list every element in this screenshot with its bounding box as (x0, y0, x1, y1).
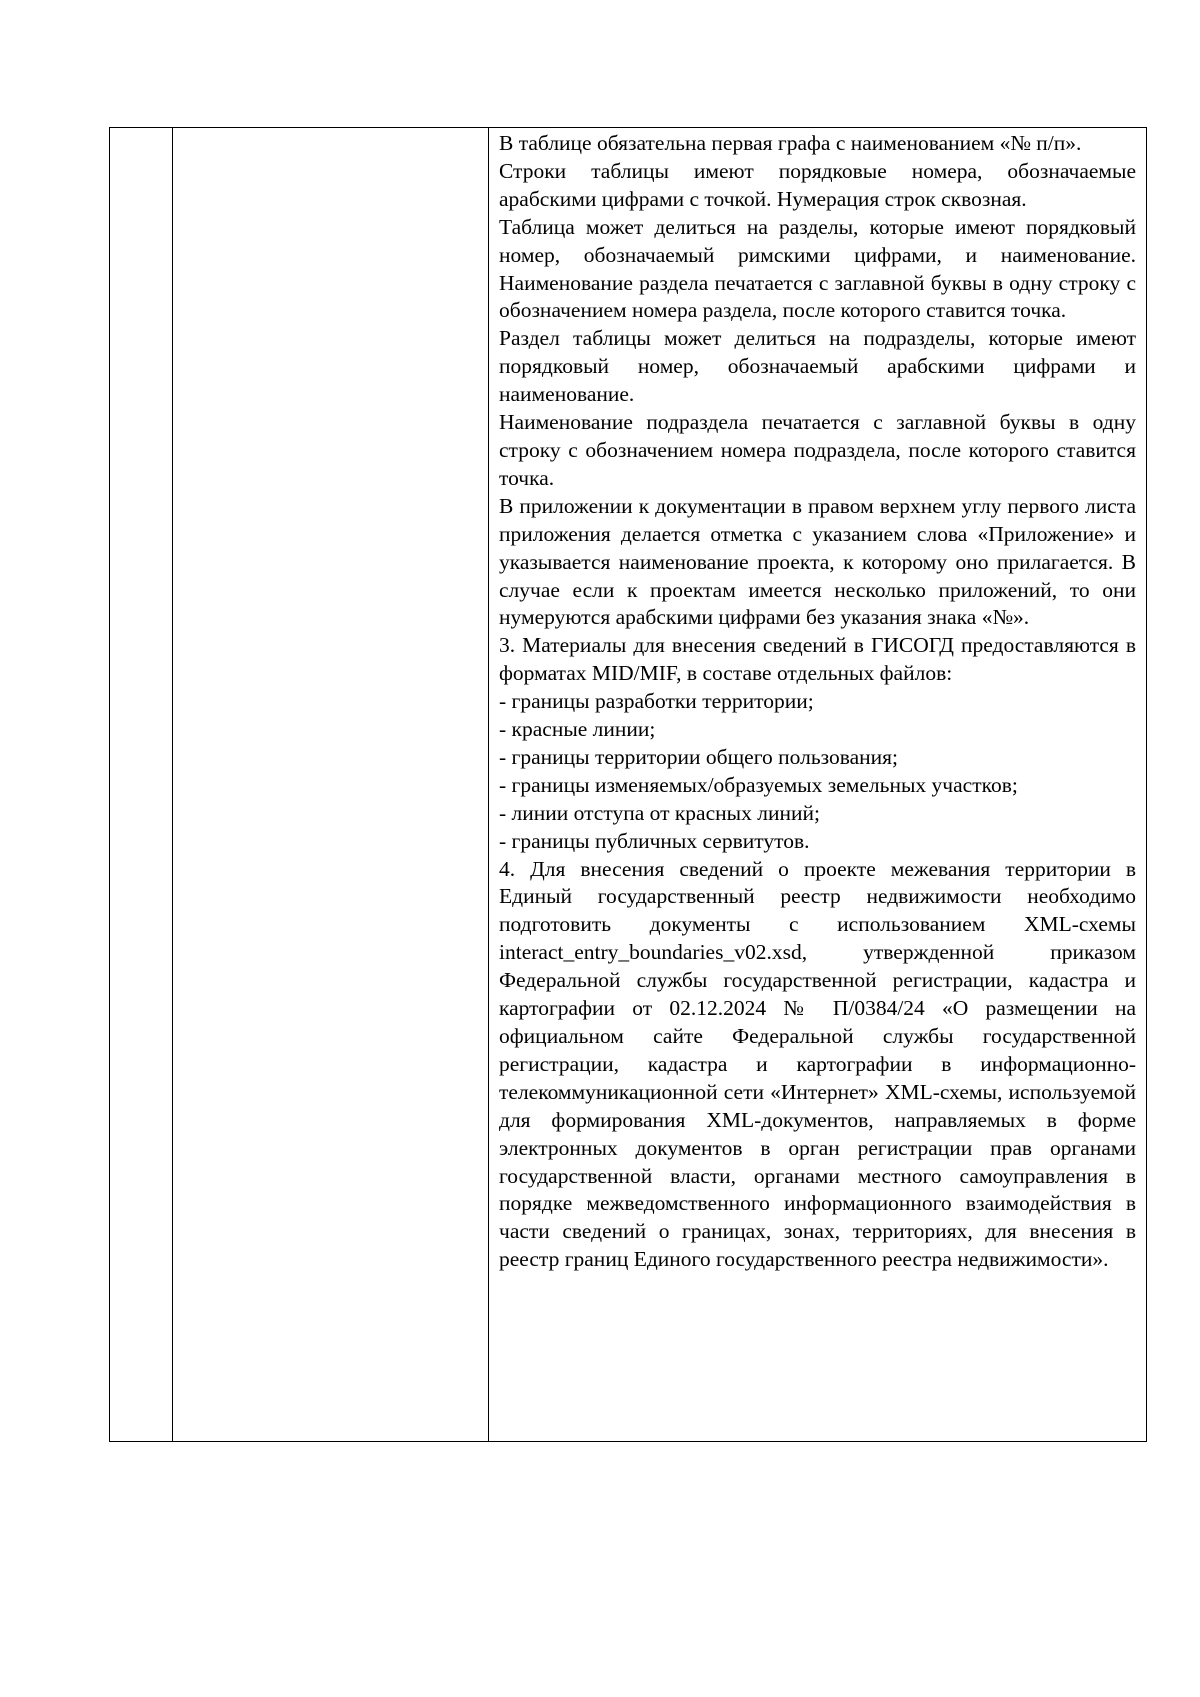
paragraph-first-column: В таблице обязательна первая графа с наименованием «№ п/п». (499, 131, 1082, 155)
table-cell-description (489, 128, 1146, 1441)
table-cell-number (110, 128, 173, 1441)
list-item: - красные линии; (499, 717, 656, 742)
document-table (109, 127, 1147, 1442)
paragraph-sections: Таблица может делиться на разделы, которые имеют порядковый номер, обозначаемый римскими цифрами, и наименование. Наименование раздела печатается с заглавной буквы в одну строку с обозначением номера раздела, после которого ставится точка. (499, 214, 1136, 323)
table-cell-name (173, 128, 489, 1441)
list-item: - границы разработки территории; (499, 689, 814, 714)
paragraph-gisogd-materials: 3. Материалы для внесения сведений в ГИСОГД предоставляются в форматах MID/MIF, в составе отдельных файлов: (499, 633, 1136, 686)
paragraph-row-numbering: Строки таблицы имеют порядковые номера, обозначаемые арабскими цифрами с точкой. Нумерация строк сквозная. (499, 158, 1136, 211)
paragraph-subsection-title: Наименование подраздела печатается с заглавной буквы в одну строку с обозначением номера подраздела, после которого ставится точка. (499, 410, 1136, 490)
paragraph-egrn-xml: 4. Для внесения сведений о проекте межевания территории в Единый государственный реестр недвижимости необходимо подготовить документы с использованием XML-схемы interact_entry_boundaries_v02.xsd, утвержденной приказом Федеральной службы государственной регистрации, кадастра и картографии от 02.12.2024 № П/0384/24 «О размещении на официальном сайте Федеральной службы государственной регистрации, кадастра и картографии в информационно-телекоммуникационной сети «Интернет» XML-схемы, используемой для формирования XML-документов, направляемых в форме электронных документов в орган регистрации прав органами государственной власти, органами местного самоуправления в порядке межведомственного информационного взаимодействия в части сведений о границах, зонах, территориях, для внесения в реестр границ Единого государственного реестра недвижимости». (499, 856, 1136, 1272)
list-item: - линии отступа от красных линий; (499, 800, 820, 825)
paragraph-appendix: В приложении к документации в правом верхнем углу первого листа приложения делается отметка с указанием слова «Приложение» и указывается наименование проекта, к которому оно прилагается. В случае если к проектам имеется несколько приложений, то они нумеруются арабскими цифрами без указания знака «№». (499, 493, 1136, 630)
list-item: - границы публичных сервитутов. (499, 828, 810, 853)
list-item: - границы изменяемых/образуемых земельных участков; (499, 772, 1018, 797)
paragraph-subsections: Раздел таблицы может делиться на подразделы, которые имеют порядковый номер, обозначаемый арабскими цифрами и наименование. (499, 326, 1136, 407)
list-item: - границы территории общего пользования; (499, 744, 899, 769)
